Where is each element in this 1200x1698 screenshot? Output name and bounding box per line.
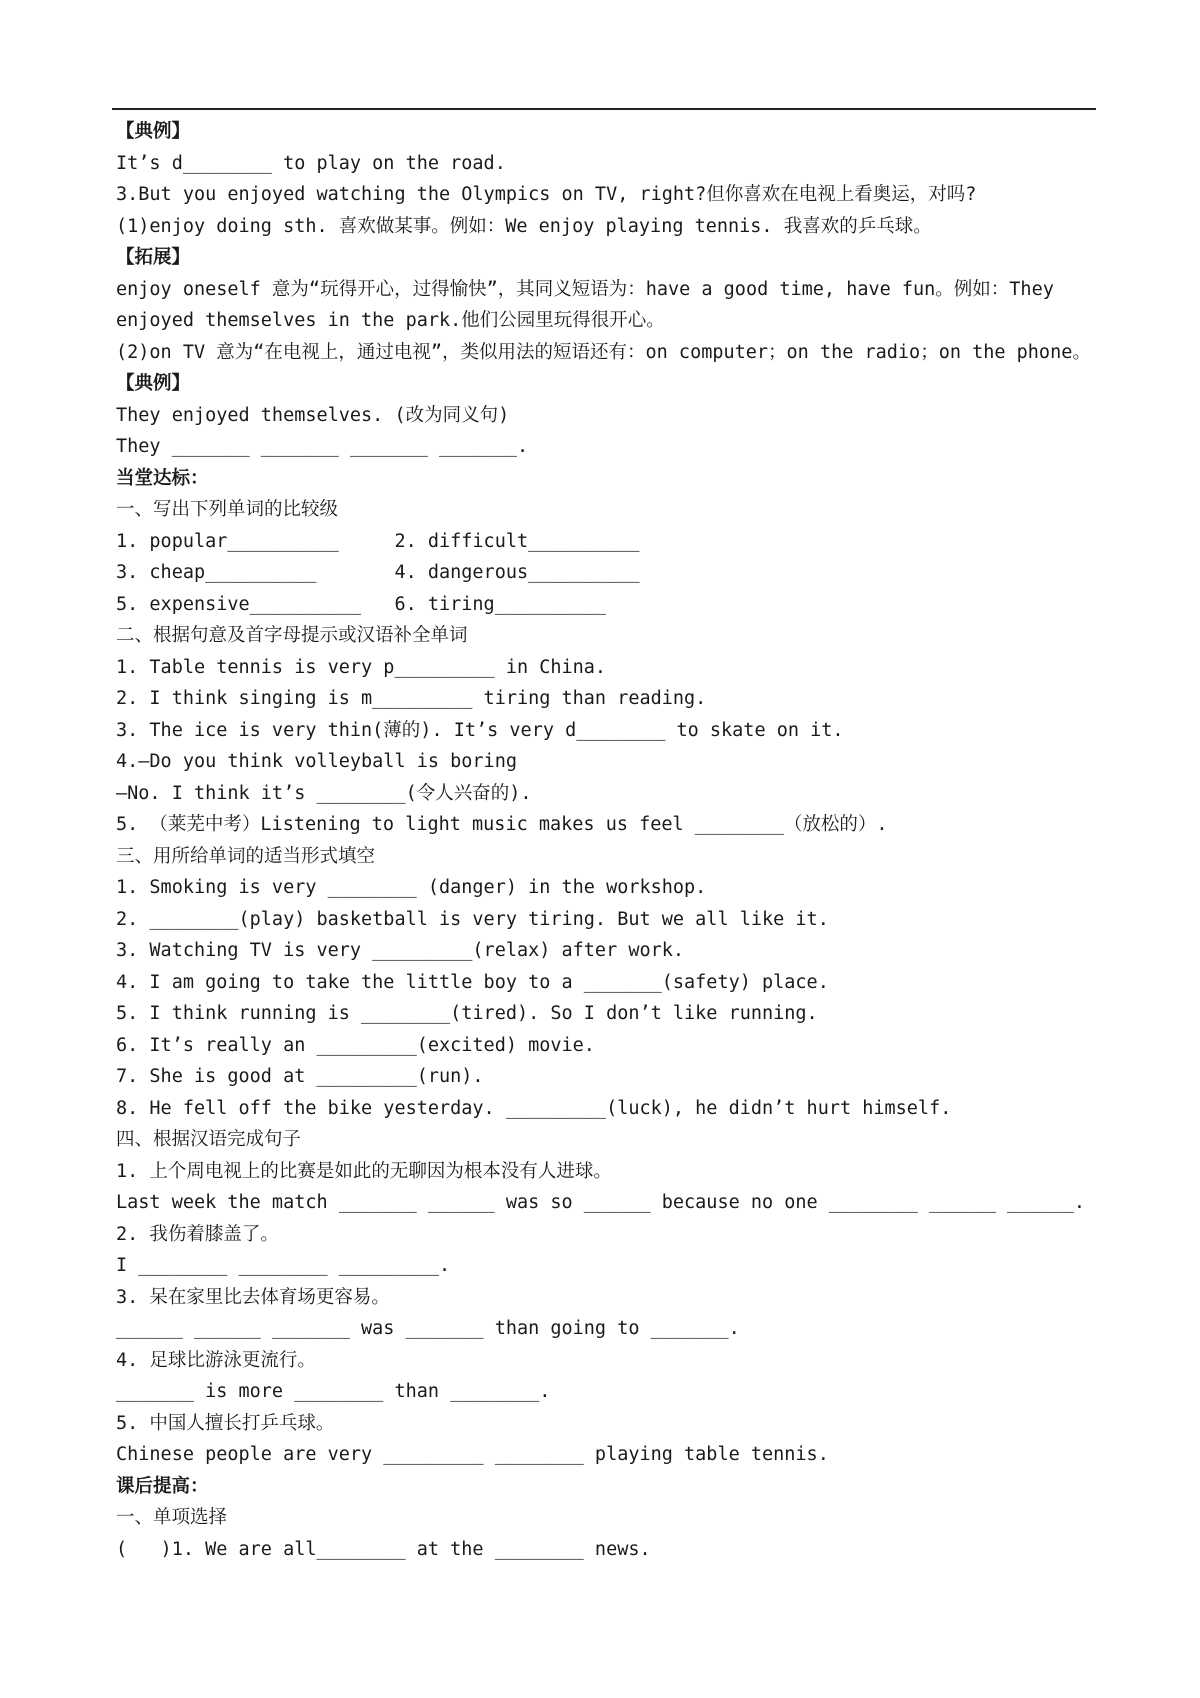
section-heading: 课后提高：: [116, 1475, 209, 1497]
text-line: ______ ______ _______ was _______ than going to _______.: [116, 1318, 740, 1339]
text-line: _______ is more ________ than ________.: [116, 1381, 551, 1402]
text-line: 1. Smoking is very ________ (danger) in the workshop.: [116, 877, 707, 898]
document-body: [116, 116, 1100, 1565]
text-line: 四、根据汉语完成句子: [116, 1129, 302, 1150]
text-line: 4. I am going to take the little boy to a _______(safety) place.: [116, 971, 829, 993]
text-line: 一、单项选择: [116, 1507, 228, 1528]
text-line: 三、用所给单词的适当形式填空: [116, 845, 376, 867]
text-line: 3. cheap__________ 4. dangerous__________: [116, 562, 640, 583]
text-line: 3.But you enjoyed watching the Olympics on TV, right?但你喜欢在电视上看奥运，对吗?: [116, 184, 977, 205]
text-line: enjoy oneself 意为“玩得开心，过得愉快”，其同义短语为：have a good time, have fun。例如：They: [116, 278, 1054, 300]
text-line: (2)on TV 意为“在电视上，通过电视”，类似用法的短语还有：on computer；on the radio；on the phone。: [116, 341, 1091, 363]
text-line: 3. Watching TV is very _________(relax) after work.: [116, 940, 685, 961]
text-line: Last week the match _______ ______ was so ______ because no one ________ ______ ______.: [116, 1192, 1086, 1213]
text-line: 7. She is good at _________(run).: [116, 1066, 484, 1087]
text-line: It’s d________ to play on the road.: [116, 152, 506, 174]
text-line: 6. It’s really an _________(excited) movie.: [116, 1034, 595, 1056]
text-line: 2. ________(play) basketball is very tiring. But we all like it.: [116, 908, 829, 930]
text-line: 3. The ice is very thin(薄的). It’s very d________ to skate on it.: [116, 719, 844, 741]
text-line: 1. 上个周电视上的比赛是如此的无聊因为根本没有人进球。: [116, 1160, 612, 1182]
text-line: enjoyed themselves in the park.他们公园里玩得很开心。: [116, 310, 665, 331]
section-heading: 【典例】: [116, 121, 191, 142]
text-line: 4. 足球比游泳更流行。: [116, 1349, 316, 1371]
text-line: 8. He fell off the bike yesterday. _________(luck), he didn’t hurt himself.: [116, 1097, 952, 1119]
text-line: (1)enjoy doing sth. 喜欢做某事。例如：We enjoy playing tennis. 我喜欢的乒乓球。: [116, 215, 932, 237]
text-line: 3. 呆在家里比去体育场更容易。: [116, 1286, 390, 1308]
header-rule: [112, 108, 1096, 110]
text-line: 5. （莱芜中考）Listening to light music makes us feel ________（放松的）.: [116, 814, 888, 835]
text-line: ( )1. We are all________ at the ________ news.: [116, 1538, 651, 1560]
text-line: They enjoyed themselves. (改为同义句): [116, 404, 510, 426]
text-line: 2. I think singing is m_________ tiring than reading.: [116, 688, 707, 709]
text-line: I ________ ________ _________.: [116, 1255, 451, 1276]
section-heading: 【拓展】: [116, 247, 191, 268]
text-line: 1. popular__________ 2. difficult__________: [116, 530, 640, 552]
text-line: 4.—Do you think volleyball is boring: [116, 751, 517, 772]
section-heading: 当堂达标：: [116, 467, 209, 489]
text-line: They _______ _______ _______ _______.: [116, 436, 529, 457]
text-line: 二、根据句意及首字母提示或汉语补全单词: [116, 625, 468, 646]
text-line: 一、写出下列单词的比较级: [116, 499, 339, 520]
section-heading: 【典例】: [116, 373, 191, 394]
text-line: 2. 我伤着膝盖了。: [116, 1223, 279, 1245]
text-line: 5. expensive__________ 6. tiring__________: [116, 593, 607, 615]
text-line: Chinese people are very _________ ________ playing table tennis.: [116, 1444, 829, 1465]
text-line: 5. 中国人擅长打乒乓球。: [116, 1412, 335, 1434]
text-line: 1. Table tennis is very p_________ in China.: [116, 656, 607, 678]
text-line: 5. I think running is ________(tired). So I don’t like running.: [116, 1003, 818, 1024]
text-line: —No. I think it’s ________(令人兴奋的).: [116, 782, 532, 804]
